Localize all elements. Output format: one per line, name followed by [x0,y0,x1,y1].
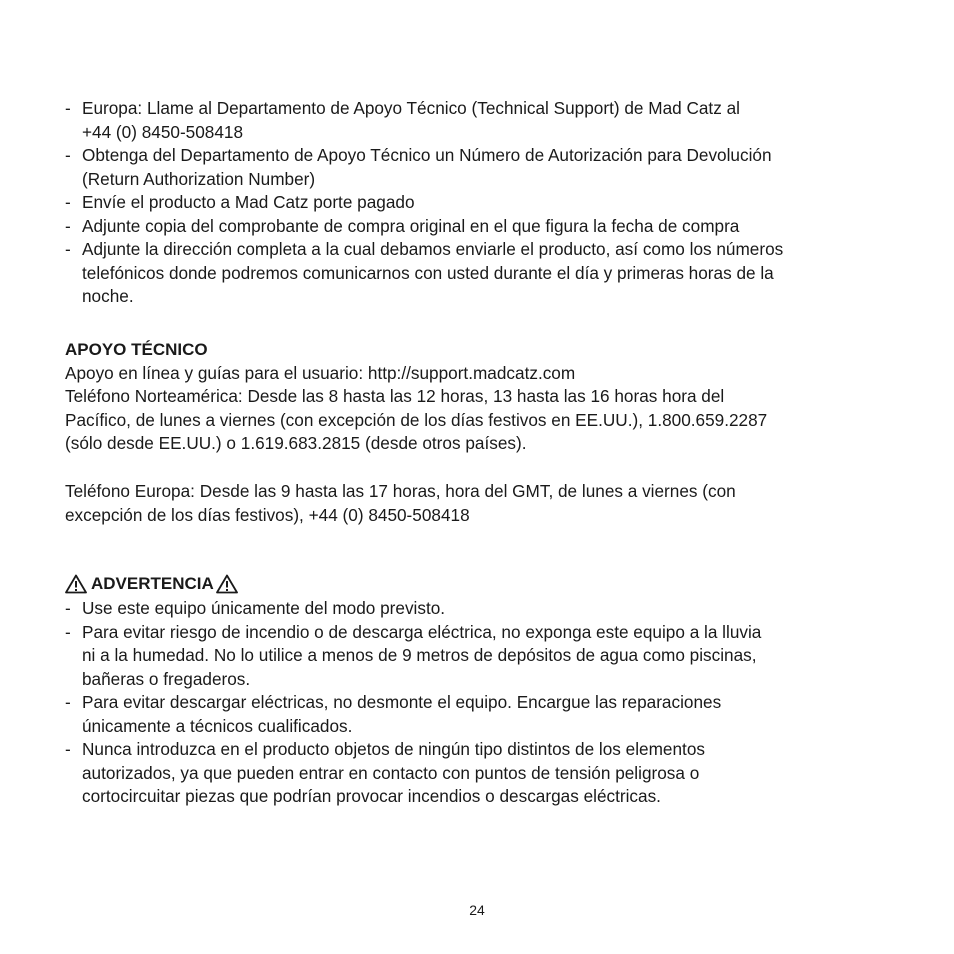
return-step-2-line-1: Obtenga del Departamento de Apoyo Técnico un Número de Autorización para Devolución [82,145,772,165]
return-step-2 [65,144,905,191]
return-step-4-line-1: Adjunte copia del comprobante de compra original en el que figura la fecha de compra [82,215,740,236]
bullet-dash: - [65,239,71,259]
warning-list [65,597,905,809]
return-step-3-line-1: Envíe el producto a Mad Catz porte pagado [82,192,415,212]
bullet-dash: - [65,692,71,712]
support-heading: APOYO TÉCNICO [65,340,208,359]
warning-item-4-line-3: cortocircuitar piezas que podrían provocar incendios o descargas eléctricas. [82,786,661,806]
return-step-4 [65,215,905,239]
return-step-2-line-2: (Return Authorization Number) [82,168,316,189]
support-na-phone-line-1: Teléfono Norteamérica: Desde las 8 hasta las 12 horas, 13 hasta las 16 horas hora del [65,386,725,406]
warning-section [65,571,905,809]
return-step-5-line-3: noche. [82,286,134,306]
warning-item-4-line-2: autorizados, ya que pueden entrar en contacto con puntos de tensión peligrosa o [82,762,700,783]
warning-heading-row [65,571,905,597]
page-number: 24 [469,902,485,918]
bullet-dash: - [65,621,71,642]
warning-item-1 [65,597,905,621]
warning-item-2 [65,621,905,692]
bullet-dash: - [65,98,71,118]
return-step-1-line-2: +44 (0) 8450-508418 [82,121,244,142]
bullet-dash: - [65,739,71,759]
bullet-dash: - [65,215,71,236]
warning-item-1-line-1: Use este equipo únicamente del modo previsto. [82,598,446,618]
support-online-line: Apoyo en línea y guías para el usuario: http://support.madcatz.com [65,362,576,383]
warning-item-4-line-1: Nunca introduzca en el producto objetos de ningún tipo distintos de los elementos [82,739,705,759]
warning-item-2-line-1: Para evitar riesgo de incendio o de descarga eléctrica, no exponga este equipo a la lluvia [82,621,762,642]
bullet-dash: - [65,145,71,165]
return-step-3 [65,191,905,215]
return-step-5 [65,238,905,309]
support-eu-phone-line-2: excepción de los días festivos), +44 (0) 8450-508418 [65,504,470,525]
warning-item-3-line-2: únicamente a técnicos cualificados. [82,715,353,736]
return-step-1-line-1: Europa: Llame al Departamento de Apoyo Técnico (Technical Support) de Mad Catz al [82,98,740,118]
warning-triangle-icon [216,574,238,594]
return-step-5-line-1: Adjunte la dirección completa a la cual debamos enviarle el producto, así como los números [82,239,784,259]
return-step-5-line-2: telefónicos donde podremos comunicarnos con usted durante el día y primeras horas de la [82,262,774,283]
warning-triangle-icon [65,574,87,594]
bullet-dash: - [65,598,71,618]
support-eu-phone [65,480,905,527]
support-na-phone-line-3: (sólo desde EE.UU.) o 1.619.683.2815 (desde otros países). [65,433,527,453]
warning-item-4 [65,738,905,809]
warning-item-2-line-2: ni a la humedad. No lo utilice a menos de 9 metros de depósitos de agua como piscinas, [82,645,757,665]
warning-item-3-line-1: Para evitar descargar eléctricas, no desmonte el equipo. Encargue las reparaciones [82,692,722,712]
warning-item-3 [65,691,905,738]
warning-heading: ADVERTENCIA [91,574,214,594]
warning-item-2-line-3: bañeras o fregaderos. [82,668,251,689]
support-eu-phone-line-1: Teléfono Europa: Desde las 9 hasta las 17 horas, hora del GMT, de lunes a viernes (con [65,481,736,501]
return-steps-section [65,97,905,309]
support-na-phone [65,385,905,456]
support-na-phone-line-2: Pacífico, de lunes a viernes (con excepción de los días festivos en EE.UU.), 1.800.659.2287 [65,409,768,430]
support-section [65,338,905,456]
return-step-1 [65,97,905,144]
return-steps-list [65,97,905,309]
bullet-dash: - [65,192,71,212]
